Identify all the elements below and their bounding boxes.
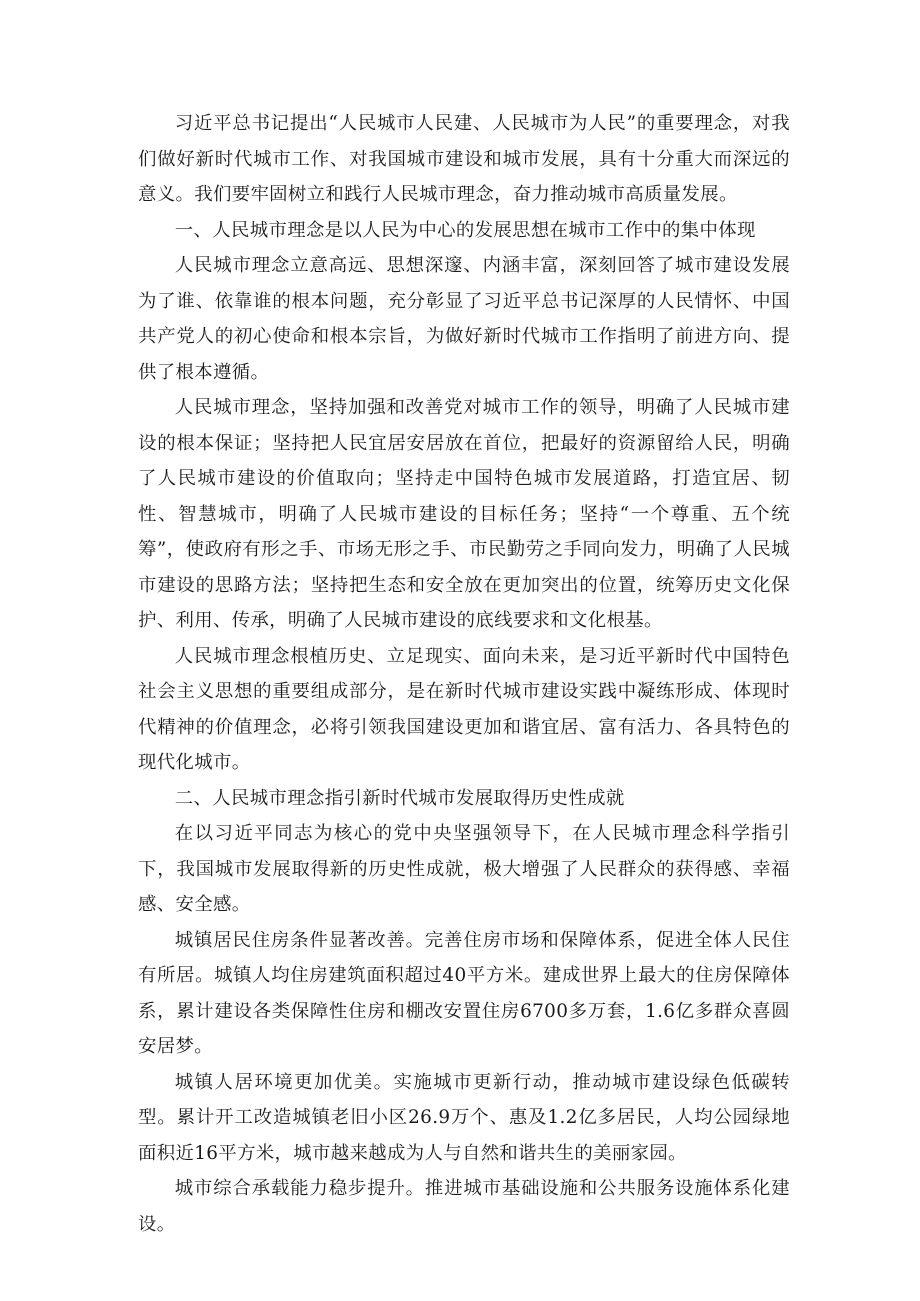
body-paragraph: 在以习近平同志为核心的党中央坚强领导下，在人民城市理念科学指引下，我国城市发展取得新的历史性成就，极大增强了人民群众的获得感、幸福感、安全感。 (138, 823, 790, 915)
section-heading-2: 二、人民城市理念指引新时代城市发展取得历史性成就 (174, 787, 625, 809)
body-paragraph: 城镇居民住房条件显著改善。完善住房市场和保障体系，促进全体人民住有所居。城镇人均住房建筑面积超过40平方米。建成世界上最大的住房保障体系，累计建设各类保障性住房和棚改安置住房6700多万套，1.6亿多群众喜圆安居梦。 (138, 929, 790, 1057)
body-paragraph: 人民城市理念根植历史、立足现实、面向未来，是习近平新时代中国特色社会主义思想的重要组成部分，是在新时代城市建设实践中凝练形成、体现时代精神的价值理念，必将引领我国建设更加和谐宜居、富有活力、各具特色的现代化城市。 (138, 645, 790, 773)
section-heading-1: 一、人民城市理念是以人民为中心的发展思想在城市工作中的集中体现 (174, 219, 756, 241)
body-paragraph: 城镇人居环境更加优美。实施城市更新行动，推动城市建设绿色低碳转型。累计开工改造城镇老旧小区26.9万个、惠及1.2亿多居民，人均公园绿地面积近16平方米，城市越来越成为人与自然和谐共生的美丽家园。 (138, 1071, 790, 1164)
body-paragraph: 城市综合承载能力稳步提升。推进城市基础设施和公共服务设施体系化建设。 (138, 1178, 790, 1235)
article-body (138, 106, 790, 1242)
intro-paragraph: 习近平总书记提出“人民城市人民建、人民城市为人民”的重要理念，对我们做好新时代城市工作、对我国城市建设和城市发展，具有十分重大而深远的意义。我们要牢固树立和践行人民城市理念，奋力推动城市高质量发展。 (138, 113, 790, 205)
body-paragraph: 人民城市理念立意高远、思想深邃、内涵丰富，深刻回答了城市建设发展为了谁、依靠谁的根本问题，充分彰显了习近平总书记深厚的人民情怀、中国共产党人的初心使命和根本宗旨，为做好新时代城市工作指明了前进方向、提供了根本遵循。 (138, 255, 790, 383)
body-paragraph: 人民城市理念，坚持加强和改善党对城市工作的领导，明确了人民城市建设的根本保证；坚持把人民宜居安居放在首位，把最好的资源留给人民，明确了人民城市建设的价值取向；坚持走中国特色城市发展道路，打造宜居、韧性、智慧城市，明确了人民城市建设的目标任务；坚持“一个尊重、五个统筹”，使政府有形之手、市场无形之手、市民勤劳之手同向发力，明确了人民城市建设的思路方法；坚持把生态和安全放在更加突出的位置，统筹历史文化保护、利用、传承，明确了人民城市建设的底线要求和文化根基。 (138, 397, 790, 631)
